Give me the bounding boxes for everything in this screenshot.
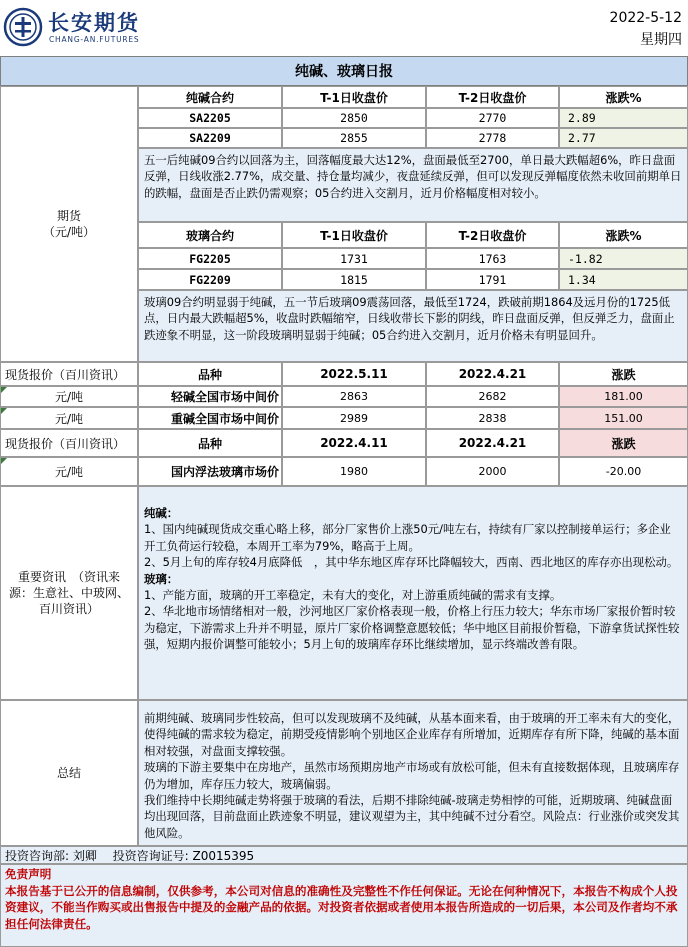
soda-t2-sa2209: 2778 <box>426 128 559 148</box>
spot-soda-header-date2: 2022.4.21 <box>426 362 559 386</box>
summary-paragraph-1: 前期纯碱、玻璃同步性较高，但可以发现玻璃不及纯碱，从基本面来看，由于玻璃的开工率未有大的变化，使得纯碱的需求较为稳定，前期受疫情影响个别地区企业库存有所增加，近期库存有所下降，纯碱的基本面相对较强，对盘面支撑较强。 <box>144 711 680 758</box>
spot-soda-price2-heavy: 2838 <box>426 407 559 429</box>
spot-glass-header-change: 涨跌 <box>559 429 688 457</box>
spot-glass-name: 国内浮法玻璃市场价 <box>138 457 282 486</box>
advisor-info: 投资咨询部: 刘卿 投资咨询证号: Z0015395 <box>0 846 688 864</box>
spot-glass-header-name: 品种 <box>138 429 282 457</box>
news-label-text: 重要资讯 （资讯来源：生意社、中玻网、百川资讯） <box>8 570 129 616</box>
glass-header-t1: T-1日收盘价 <box>282 222 426 248</box>
futures-label-text: 期货 <box>56 209 81 223</box>
news-soda-item-2: 2、5月上旬的库存较4月底降低 ，其中华东地区库存环比降幅较大，西南、西北地区的库存亦出现松动。 <box>144 555 679 570</box>
news-label <box>0 486 138 700</box>
spot-soda-label: 现货报价（百川资讯） <box>0 362 138 386</box>
glass-contract-fg2205: FG2205 <box>138 248 282 269</box>
disclaimer-title: 免责声明 <box>5 867 52 881</box>
summary-label: 总结 <box>0 700 138 846</box>
report-date: 2022-5-12 <box>609 10 682 26</box>
soda-contract-sa2209: SA2209 <box>138 128 282 148</box>
glass-t1-fg2205: 1731 <box>282 248 426 269</box>
glass-header-contract: 玻璃合约 <box>138 222 282 248</box>
spot-glass-label: 现货报价（百川资讯） <box>0 429 138 457</box>
glass-t2-fg2205: 1763 <box>426 248 559 269</box>
soda-header-contract: 纯碱合约 <box>138 86 282 108</box>
report-title: 纯碱、玻璃日报 <box>0 56 688 86</box>
news-soda-title: 纯碱： <box>144 506 179 520</box>
soda-t2-sa2205: 2770 <box>426 108 559 128</box>
spot-soda-change-heavy: 151.00 <box>559 407 688 429</box>
news-content <box>138 486 688 700</box>
header <box>0 0 688 52</box>
spot-soda-header-change: 涨跌 <box>559 362 688 386</box>
company-logo <box>3 7 43 47</box>
summary-content <box>138 700 688 846</box>
soda-change-sa2209: 2.77 <box>559 128 688 148</box>
logo-name-cn: 长安期货 <box>48 11 140 35</box>
spot-glass-price2: 2000 <box>426 457 559 486</box>
spot-soda-header-name: 品种 <box>138 362 282 386</box>
disclaimer <box>0 864 688 947</box>
glass-futures-comment <box>138 290 688 362</box>
spot-soda-price2-light: 2682 <box>426 386 559 407</box>
spot-soda-change-light: 181.00 <box>559 386 688 407</box>
spot-glass-price1: 1980 <box>282 457 426 486</box>
glass-futures-comment-text: 玻璃09合约明显弱于纯碱，五一节后玻璃09震荡回落，最低至1724，跌破前期1864及远月份的1725低点，日内最大跌幅超5%，收盘时跌幅缩窄，日线收带长下影的阴线，昨日盘面反弹，但反弹乏力，盘面止跌迹象不明显，这一阶段玻璃明显弱于纯碱；05合约进入交割月，近月价格未有明显回升。 <box>144 295 675 342</box>
spot-glass-unit: 元/吨 <box>0 457 138 486</box>
glass-t1-fg2209: 1815 <box>282 269 426 290</box>
news-soda-item-1: 1、国内纯碱现货成交重心略上移，部分厂家售价上涨50元/吨左右，持续有厂家以控制接单运行；多企业开工负荷运行较稳，本周开工率为79%，略高于上周。 <box>144 522 671 553</box>
soda-futures-comment-text: 五一后纯碱09合约以回落为主，回落幅度最大达12%，盘面最低至2700，单日最大跌幅超6%，昨日盘面反弹，日线收涨2.77%，成交量、持仓量均减少，夜盘延续反弹，但可以发现反弹幅度依然未收回前期单日的跌幅，盘面是否止跌仍需观察；05合约进入交割月，近月价格幅度相对较小。 <box>144 153 682 200</box>
futures-label <box>0 86 138 362</box>
glass-header-t2: T-2日收盘价 <box>426 222 559 248</box>
soda-header-t1: T-1日收盘价 <box>282 86 426 108</box>
soda-header-change: 涨跌% <box>559 86 688 108</box>
spot-glass-header-date1: 2022.4.11 <box>282 429 426 457</box>
spot-soda-price1-heavy: 2989 <box>282 407 426 429</box>
soda-t1-sa2209: 2855 <box>282 128 426 148</box>
disclaimer-text: 本报告基于已公开的信息编制，仅供参考，本公司对信息的准确性及完整性不作任何保证。无论在何种情况下，本报告不构成个人投资建议，不能当作购买或出售报告中提及的金融产品的依据。对投资者依据或者使用本报告所造成的一切后果，本公司及作者均不承担任何法律责任。 <box>5 883 678 931</box>
futures-unit-text: （元/吨） <box>42 225 96 239</box>
soda-t1-sa2205: 2850 <box>282 108 426 128</box>
spot-soda-unit-light: 元/吨 <box>0 386 138 407</box>
soda-futures-comment <box>138 148 688 222</box>
spot-soda-name-light: 轻碱全国市场中间价 <box>138 386 282 407</box>
glass-change-fg2209: 1.34 <box>559 269 688 290</box>
news-glass-item-2: 2、华北地市场情绪相对一般，沙河地区厂家价格表现一般，价格上行压力较大；华东市场厂家报价暂时较为稳定，下游需求上升并不明显，原片厂家价格调整意愿较低；华中地区目前报价暂稳，下游拿货试探性较强，短期内报价调整可能较小；5月上旬的玻璃库存环比继续增加，显示终端改善有限。 <box>144 604 680 652</box>
glass-header-change: 涨跌% <box>559 222 688 248</box>
glass-t2-fg2209: 1791 <box>426 269 559 290</box>
news-glass-title: 玻璃： <box>144 571 179 586</box>
soda-contract-sa2205: SA2205 <box>138 108 282 128</box>
glass-change-fg2205: -1.82 <box>559 248 688 269</box>
summary-paragraph-2: 玻璃的下游主要集中在房地产，虽然市场预期房地产市场或有放松可能，但未有直接数据体现，且玻璃库存仍为增加，库存压力较大，玻璃偏弱。 <box>144 760 680 791</box>
spot-soda-unit-heavy: 元/吨 <box>0 407 138 429</box>
glass-contract-fg2209: FG2209 <box>138 269 282 290</box>
soda-header-t2: T-2日收盘价 <box>426 86 559 108</box>
spot-soda-price1-light: 2863 <box>282 386 426 407</box>
spot-soda-header-date1: 2022.5.11 <box>282 362 426 386</box>
soda-change-sa2205: 2.89 <box>559 108 688 128</box>
spot-soda-name-heavy: 重碱全国市场中间价 <box>138 407 282 429</box>
summary-paragraph-3: 我们维持中长期纯碱走势将强于玻璃的看法，后期不排除纯碱-玻璃走势相悖的可能，近期玻璃、纯碱盘面均出现回落，目前盘面止跌迹象不明显，建议观望为主，其中纯碱不过分看空。风险点：行业涨价或突发其他风险。 <box>144 793 680 840</box>
spot-glass-change: -20.00 <box>559 457 688 486</box>
spot-glass-header-date2: 2022.4.21 <box>426 429 559 457</box>
report-weekday: 星期四 <box>640 32 682 48</box>
logo-emblem-icon <box>3 7 43 47</box>
news-glass-item-1: 1、产能方面，玻璃的开工率稳定，未有大的变化，对上游重质纯碱的需求有支撑。 <box>144 588 562 603</box>
logo-name-en: CHANG-AN.FUTURES <box>49 35 140 44</box>
